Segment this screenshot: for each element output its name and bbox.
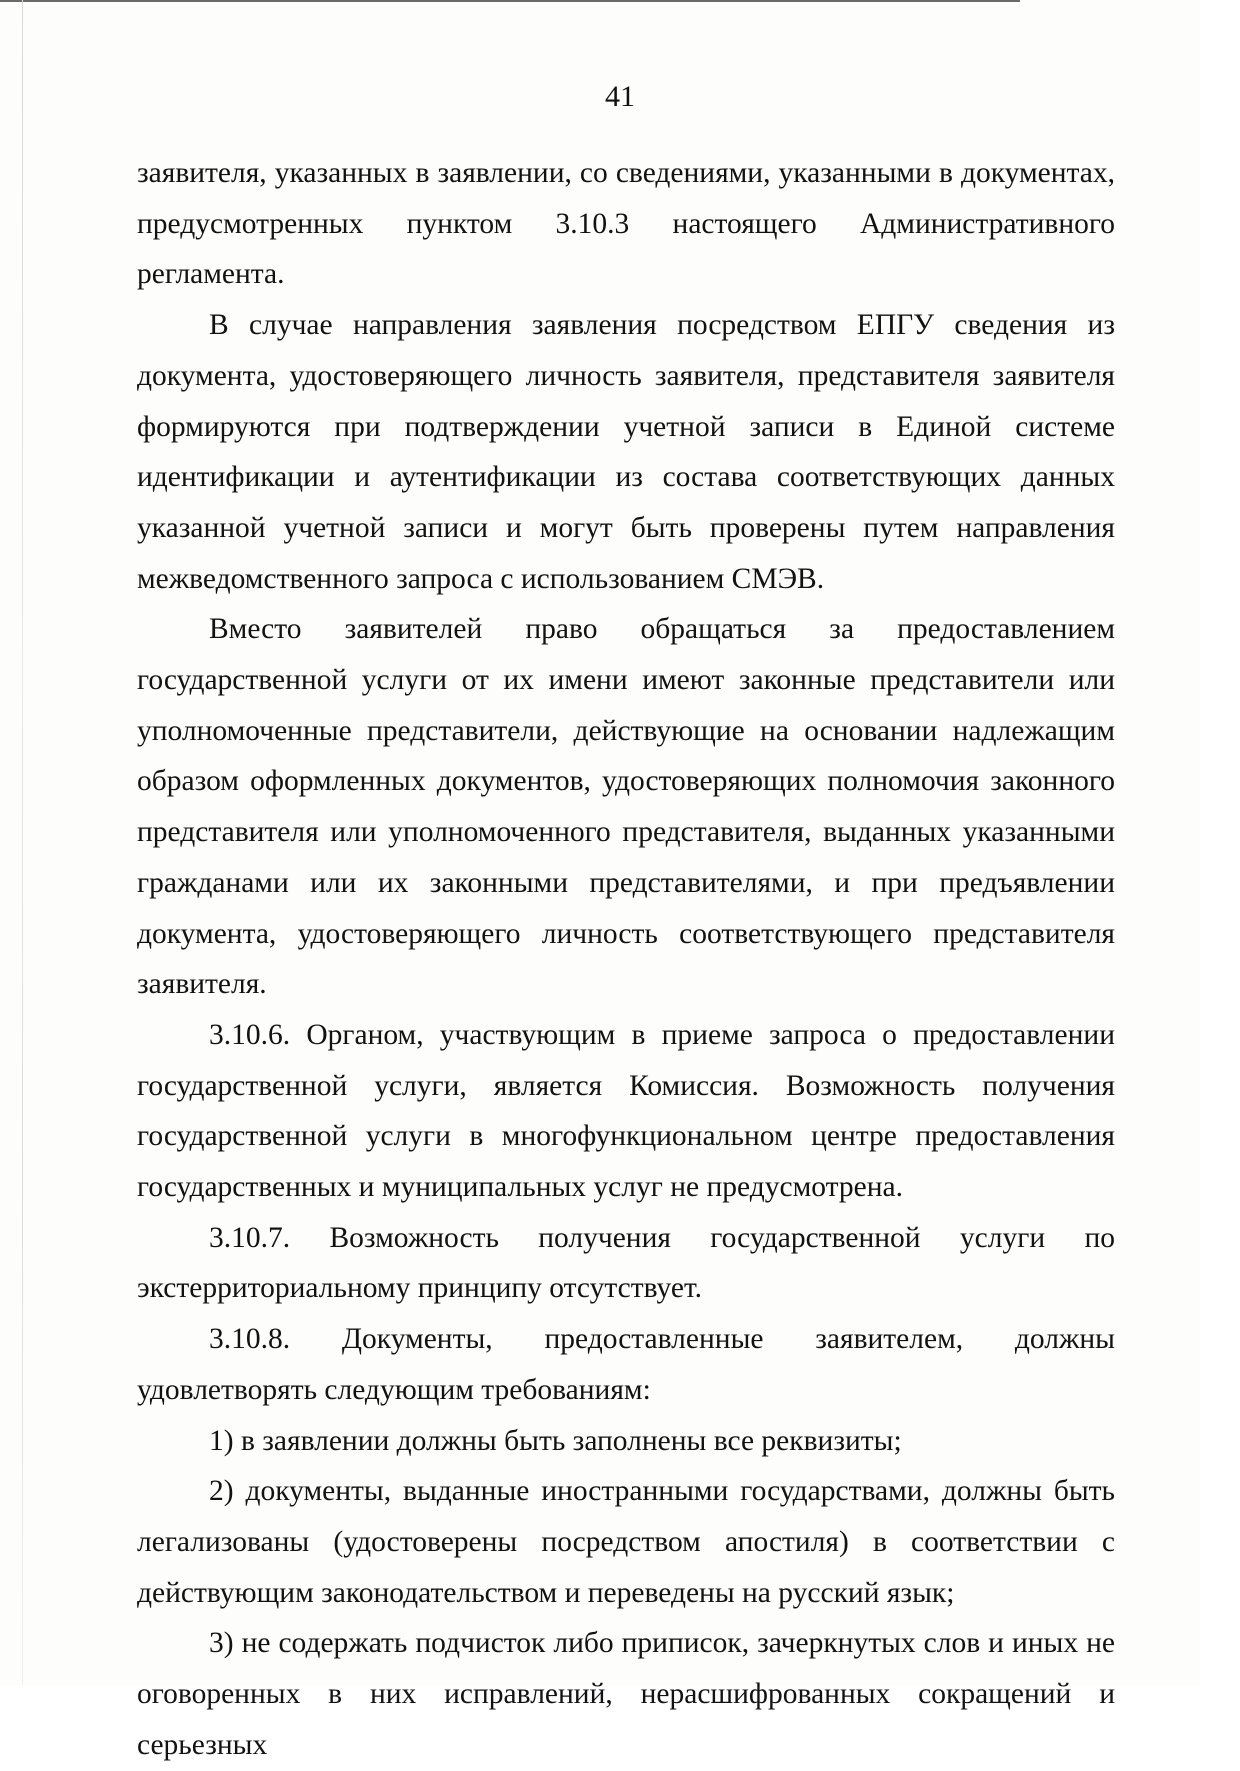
page-number: 41	[605, 80, 635, 113]
paragraph-4: 3.10.6. Органом, участвующим в приеме запроса о предоставлении государственной услуги, является Комиссия. Возможность получения государственной услуги в многофункциональном центре предоставления государственных и муниципальных услуг не предусмотрена.	[137, 1018, 1115, 1204]
paragraph-9: 3) не содержать подчисток либо приписок, зачеркнутых слов и иных не оговоренных в них исправлений, нерасшифрованных сокращений и серьезных	[137, 1627, 1115, 1761]
body-text	[137, 148, 1115, 1771]
paragraph-7: 1) в заявлении должны быть заполнены все реквизиты;	[209, 1424, 902, 1457]
paragraph-2: В случае направления заявления посредством ЕПГУ сведения из документа, удостоверяющего личность заявителя, представителя заявителя формируются при подтверждении учетной записи в Единой системе идентификации и аутентификации из состава соответствующих данных указанной учетной записи и могут быть проверены путем направления межведомственного запроса с использованием СМЭВ.	[137, 309, 1115, 595]
paragraph-3: Вместо заявителей право обращаться за предоставлением государственной услуги от их имени имеют законные представители или уполномоченные представители, действующие на основании надлежащим образом оформленных документов, удостоверяющих полномочия законного представителя или уполномоченного представителя, выданных указанными гражданами или их законными представителями, и при предъявлении документа, удостоверяющего личность соответствующего представителя заявителя.	[137, 613, 1115, 1001]
paragraph-6: 3.10.8. Документы, предоставленные заявителем, должны удовлетворять следующим требованиям:	[137, 1323, 1115, 1406]
scan-top-edge	[0, 0, 1020, 2]
paragraph-8: 2) документы, выданные иностранными государствами, должны быть легализованы (удостоверены посредством апостиля) в соответствии с действующим законодательством и переведены на русский язык;	[137, 1475, 1115, 1609]
paragraph-5: 3.10.7. Возможность получения государственной услуги по экстерриториальному принципу отсутствует.	[137, 1221, 1115, 1305]
paragraph-1: заявителя, указанных в заявлении, со сведениями, указанными в документах, предусмотренных пунктом 3.10.3 настоящего Административного регламента.	[137, 157, 1115, 291]
scan-left-edge	[22, 0, 23, 1685]
